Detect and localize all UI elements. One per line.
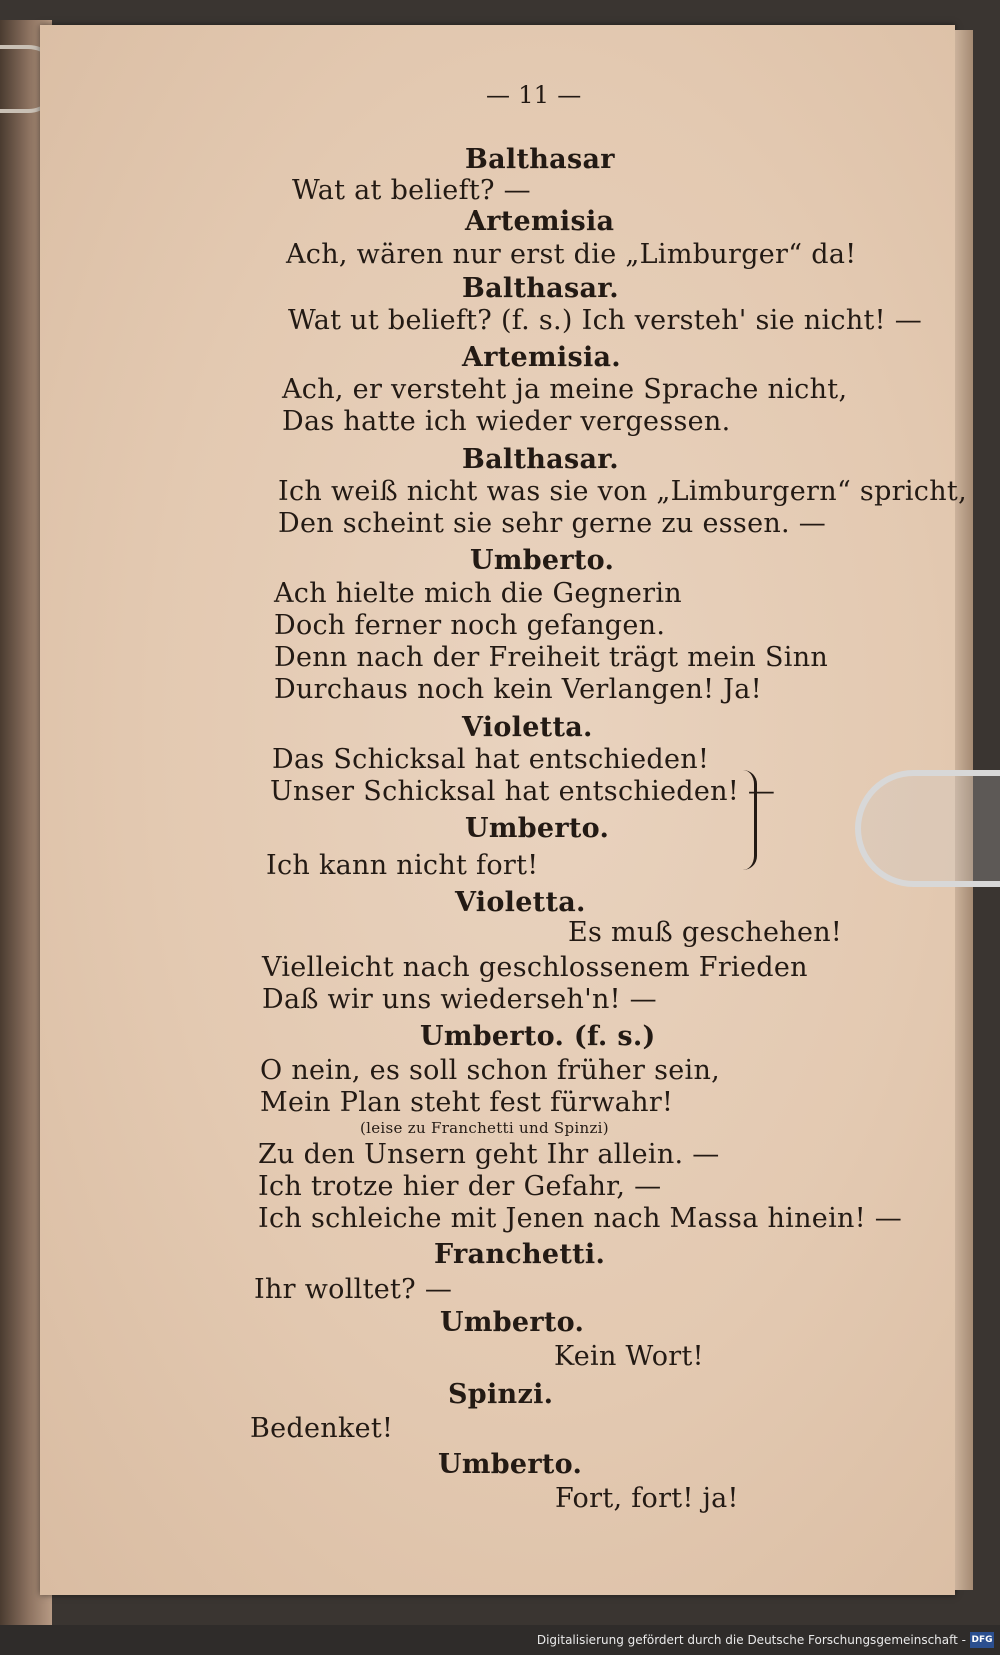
verse-line: Vielleicht nach geschlossenem Frieden (262, 952, 808, 983)
verse-line: Ich trotze hier der Gefahr, — (258, 1171, 662, 1202)
digitization-footer (0, 1625, 1000, 1655)
verse-line: Ich weiß nicht was sie von „Limburgern“ spricht, (278, 476, 967, 507)
speaker-name: Violetta. (462, 712, 593, 743)
speaker-name: Umberto. (438, 1449, 583, 1480)
brace-bracket (740, 770, 757, 870)
verse-line: Doch ferner noch gefangen. (274, 610, 666, 641)
verse-line: Wat ut belieft? (f. s.) Ich versteh' sie nicht! — (288, 305, 922, 336)
speaker-name: Violetta. (455, 887, 586, 918)
stage-direction: (leise zu Franchetti und Spinzi) (360, 1119, 609, 1137)
speaker-name: Balthasar. (462, 444, 620, 475)
page-number: — 11 — (486, 81, 582, 109)
speaker-name: Umberto. (440, 1307, 585, 1338)
verse-line: Ach, wären nur erst die „Limburger“ da! (286, 239, 857, 270)
verse-line: Denn nach der Freiheit trägt mein Sinn (274, 642, 829, 673)
verse-line: Wat at belieft? — (292, 175, 531, 206)
verse-line: Fort, fort! ja! (555, 1483, 739, 1514)
verse-line: O nein, es soll schon früher sein, (260, 1055, 721, 1086)
verse-line: Kein Wort! (554, 1341, 704, 1372)
verse-line: Daß wir uns wiederseh'n! — (262, 984, 657, 1015)
speaker-name: Umberto. (f. s.) (420, 1021, 656, 1052)
page-clip (855, 770, 1000, 887)
verse-line: Mein Plan steht fest fürwahr! (260, 1087, 674, 1118)
verse-line: Ich kann nicht fort! (266, 850, 539, 881)
verse-line: Durchaus noch kein Verlangen! Ja! (274, 674, 762, 705)
verse-line: Bedenket! (250, 1413, 394, 1444)
verse-line: Ihr wolltet? — (254, 1274, 453, 1305)
dfg-logo-icon: DFG (970, 1632, 994, 1648)
speaker-name: Umberto. (470, 545, 615, 576)
verse-line: Zu den Unsern geht Ihr allein. — (258, 1139, 720, 1170)
verse-line: Den scheint sie sehr gerne zu essen. — (278, 508, 827, 539)
speaker-name: Franchetti. (434, 1239, 606, 1270)
verse-line: Unser Schicksal hat entschieden! — (270, 776, 776, 807)
speaker-name: Umberto. (465, 813, 610, 844)
verse-line: Ach, er versteht ja meine Sprache nicht, (282, 374, 848, 405)
verse-line: Ich schleiche mit Jenen nach Massa hinein! — (258, 1203, 903, 1234)
verse-line: Es muß geschehen! (568, 917, 843, 948)
verse-line: Das Schicksal hat entschieden! (272, 744, 710, 775)
verse-line: Das hatte ich wieder vergessen. (282, 406, 731, 437)
speaker-name: Artemisia. (462, 342, 622, 373)
speaker-name: Balthasar. (462, 273, 620, 304)
speaker-name: Balthasar (465, 144, 615, 175)
speaker-name: Spinzi. (448, 1379, 554, 1410)
verse-line: Ach hielte mich die Gegnerin (274, 578, 682, 609)
speaker-name: Artemisia (465, 206, 615, 237)
footer-text: Digitalisierung gefördert durch die Deutsche Forschungsgemeinschaft - (536, 1633, 966, 1647)
